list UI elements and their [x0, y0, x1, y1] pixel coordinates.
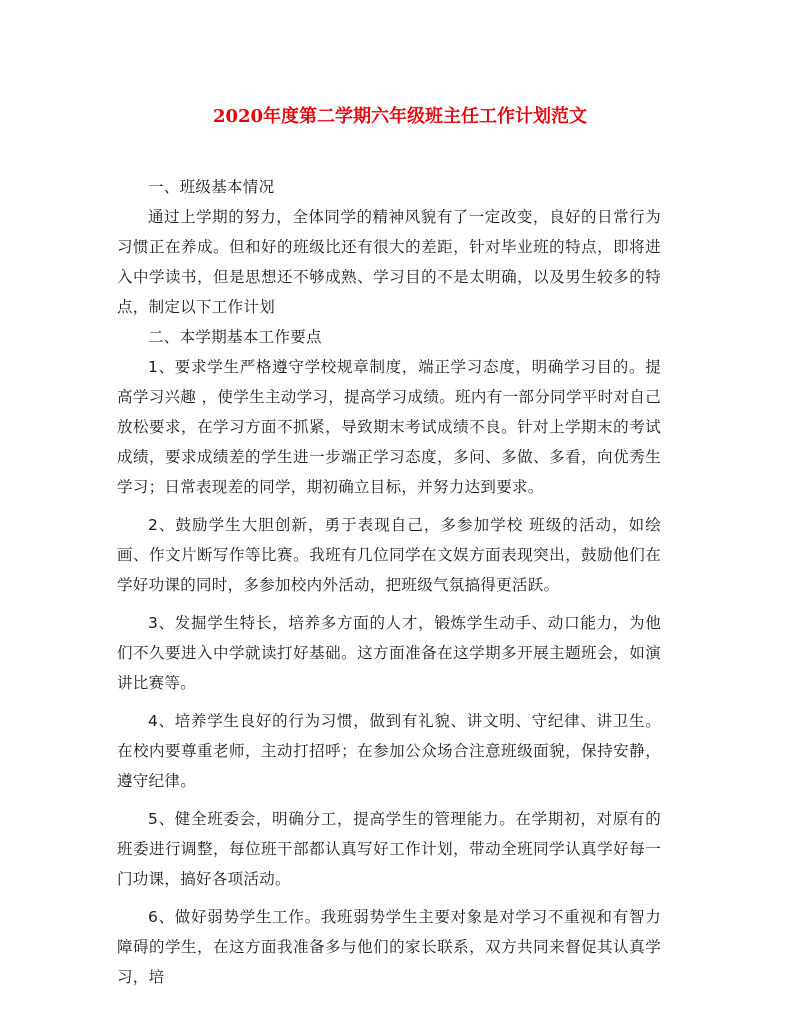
paragraph-basic-situation: 通过上学期的努力，全体同学的精神风貌有了一定改变，良好的日常行为习惯正在养成。但和好的班级比还有很大的差距，针对毕业班的特点，即将进入中学读书，但是思想还不够成熟、学习目的不是太明确，以及男生较多的特点，制定以下工作计划 — [117, 208, 661, 316]
work-item-2: 2、鼓励学生大胆创新，勇于表现自己，多参加学校 班级的活动，如绘画、作文片断写作等比赛。我班有几位同学在文娱方面表现突出，鼓励他们在学好功课的同时，多参加校内外活动，把班级气氛搞得更活跃。 — [117, 516, 661, 594]
section-heading-work-points: 二、本学期基本工作要点 — [148, 328, 322, 346]
work-item-3: 3、发掘学生特长，培养多方面的人才，锻炼学生动手、动口能力，为他们不久要进入中学就读打好基础。这方面准备在这学期多开展主题班会，如演讲比赛等。 — [117, 614, 661, 692]
work-item-6: 6、做好弱势学生工作。我班弱势学生主要对象是对学习不重视和有智力障碍的学生，在这方面我准备多与他们的家长联系，双方共同来督促其认真学习，培 — [117, 908, 661, 986]
work-item-4: 4、培养学生良好的行为习惯，做到有礼貌、讲文明、守纪律、讲卫生。在校内要尊重老师，主动打招呼；在参加公众场合注意班级面貌，保持安静，遵守纪律。 — [117, 712, 661, 790]
section-heading-basic-situation: 一、班级基本情况 — [148, 178, 275, 196]
work-item-5: 5、健全班委会，明确分工，提高学生的管理能力。在学期初，对原有的班委进行调整，每位班干部都认真写好工作计划，带动全班同学认真学好每一门功课，搞好各项活动。 — [117, 810, 661, 888]
work-item-1: 1、要求学生严格遵守学校规章制度，端正学习态度，明确学习目的。提高学习兴趣 ，使学生主动学习，提高学习成绩。班内有一部分同学平时对自己放松要求，在学习方面不抓紧，导致期末考试成绩不良。针对上学期末的考试成绩，要求成绩差的学生进一步端正学习态度，多问、多做、多看，向优秀生学习；日常表现差的同学，期初确立目标，并努力达到要求。 — [117, 358, 661, 496]
document-title: 2020年度第二学期六年级班主任工作计划范文 — [212, 106, 588, 127]
document-body — [117, 172, 661, 992]
